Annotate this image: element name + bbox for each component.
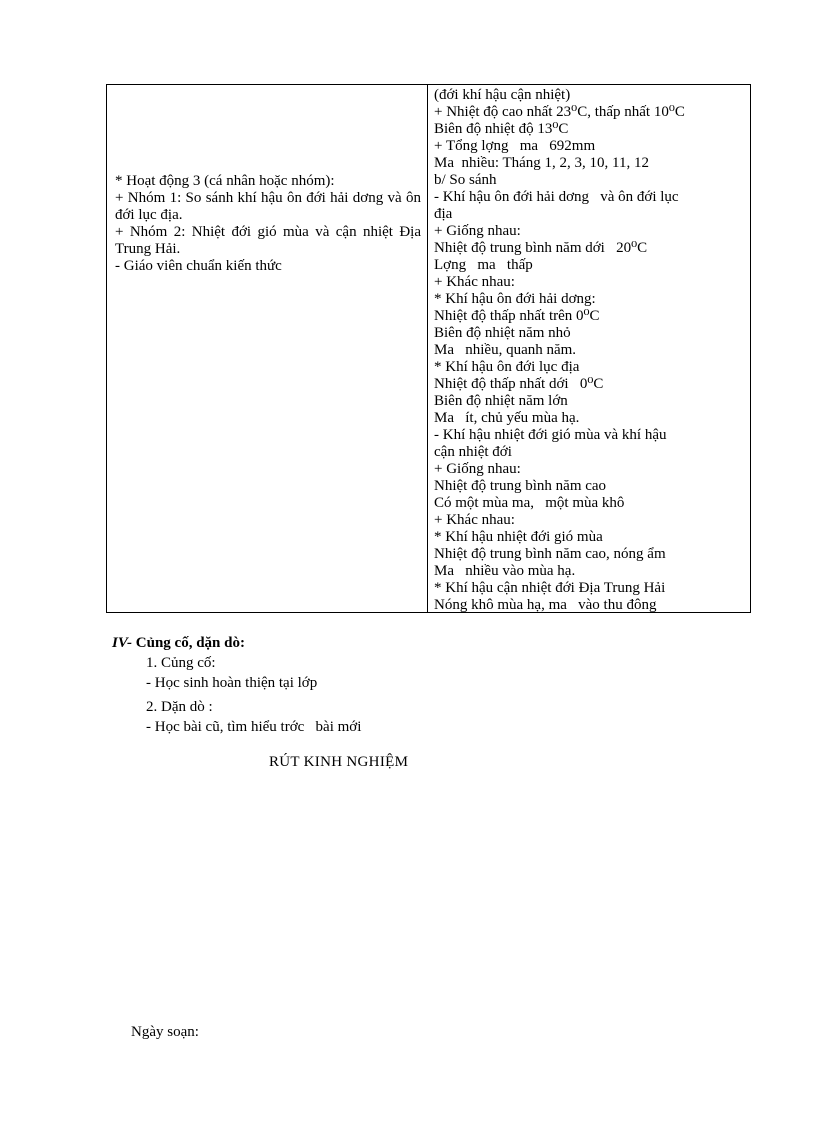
text-line: Nhiệt độ trung bình năm cao xyxy=(434,478,607,494)
text-line: b/ So sánh xyxy=(434,172,497,188)
text-line: Nhiệt độ thấp nhất dới 0⁰C xyxy=(434,376,604,392)
text-line: * Hoạt động 3 (cá nhân hoặc nhóm): xyxy=(115,173,335,189)
lesson-table xyxy=(106,84,751,613)
text-line: Biên độ nhiệt độ 13⁰C xyxy=(434,121,569,137)
text-line: + Khác nhau: xyxy=(434,274,515,290)
text-line: + Giống nhau: xyxy=(434,461,521,477)
text-line: * Khí hậu ôn đới lục địa xyxy=(434,359,580,375)
text-line: * Khí hậu cận nhiệt đới Địa Trung Hải xyxy=(434,580,666,596)
lesson-content-cell xyxy=(428,85,751,613)
text-line: Nóng khô mùa hạ, ma vào thu đông xyxy=(434,597,657,612)
section-numeral: IV- xyxy=(112,635,133,651)
teacher-activity-content xyxy=(107,85,427,275)
text-line: 1. Củng cố: xyxy=(146,655,216,671)
text-line: * Khí hậu nhiệt đới gió mùa xyxy=(434,529,603,545)
text-line: Ma ít, chủ yếu mùa hạ. xyxy=(434,410,580,426)
text-line: - Học sinh hoàn thiện tại lớp xyxy=(146,675,318,691)
text-line: + Nhóm 2: Nhiệt đới gió mùa và cận nhiệt Địa Trung Hải. xyxy=(115,224,421,257)
text-line: Nhiệt độ thấp nhất trên 0⁰C xyxy=(434,308,600,324)
text-line: + Tổng lợng ma 692mm xyxy=(434,138,596,154)
section-iv-heading xyxy=(112,633,712,653)
text-line: Ma nhiều, quanh năm. xyxy=(434,342,577,358)
text-line: Biên độ nhiệt năm lớn xyxy=(434,393,568,409)
review-title: RÚT KINH NGHIỆM xyxy=(269,754,409,770)
text-line: - Khí hậu ôn đới hải dơng và ôn đới lục xyxy=(434,189,679,205)
section-iv-consolidation xyxy=(112,633,712,737)
text-line: Lợng ma thấp xyxy=(434,257,533,273)
lesson-content xyxy=(428,85,750,612)
text-line: Ma nhiều vào mùa hạ. xyxy=(434,563,576,579)
text-line: (đới khí hậu cận nhiệt) xyxy=(434,87,571,103)
section-iv-items xyxy=(112,653,712,737)
text-line: cận nhiệt đới xyxy=(434,444,512,460)
text-line: 2. Dặn dò : xyxy=(146,699,213,715)
text-line: Biên độ nhiệt năm nhỏ xyxy=(434,325,571,341)
text-line: * Khí hậu ôn đới hải dơng: xyxy=(434,291,596,307)
text-line: - Khí hậu nhiệt đới gió mùa và khí hậu xyxy=(434,427,667,443)
text-line: + Nhiệt độ cao nhất 23⁰C, thấp nhất 10⁰C xyxy=(434,104,685,120)
text-line: + Giống nhau: xyxy=(434,223,521,239)
text-line: - Học bài cũ, tìm hiểu trớc bài mới xyxy=(146,719,362,735)
teacher-activity-cell xyxy=(107,85,428,613)
text-line: - Giáo viên chuẩn kiến thức xyxy=(115,258,282,274)
text-line: Ma nhiều: Tháng 1, 2, 3, 10, 11, 12 xyxy=(434,155,649,171)
text-line: Nhiệt độ trung bình năm cao, nóng ẩm xyxy=(434,546,666,562)
text-line: địa xyxy=(434,206,453,222)
text-line: + Khác nhau: xyxy=(434,512,515,528)
text-line: + Nhóm 1: So sánh khí hậu ôn đới hải dơng và ôn đới lục địa. xyxy=(115,190,421,223)
section-title: Củng cố, dặn dò: xyxy=(132,635,245,651)
prep-date-label: Ngày soạn: xyxy=(131,1024,199,1040)
text-line: Có một mùa ma, một mùa khô xyxy=(434,495,625,511)
text-line: Nhiệt độ trung bình năm dới 20⁰C xyxy=(434,240,648,256)
table-row xyxy=(107,85,751,613)
